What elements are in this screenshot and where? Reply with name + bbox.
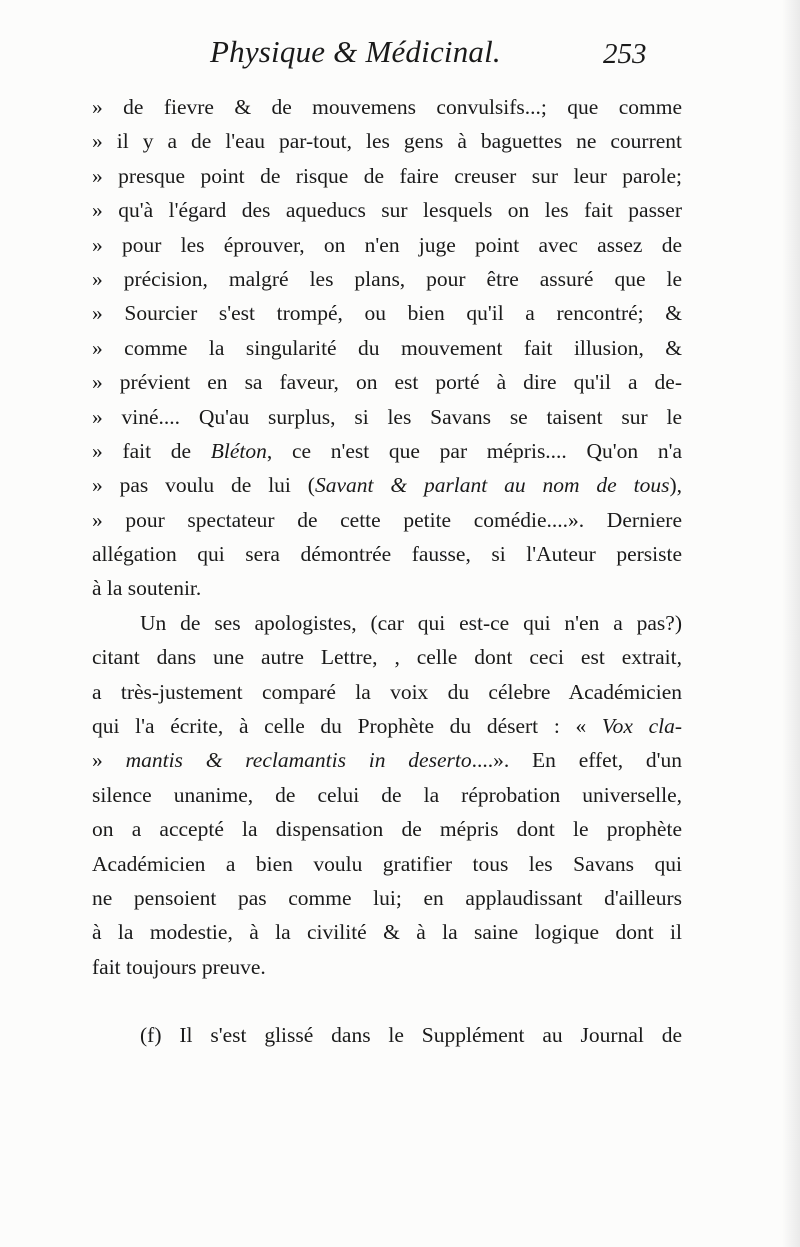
- text-line: » pour spectateur de cette petite comédie....». Derniere: [92, 507, 682, 532]
- page-edge-shadow: [782, 0, 800, 1247]
- text-line: a très-justement comparé la voix du célebre Académicien: [92, 679, 682, 704]
- paragraph-start-line: Un de ses apologistes, (car qui est-ce qui n'en a pas?): [140, 610, 682, 635]
- text-line: » précision, malgré les plans, pour être assuré que le: [92, 266, 682, 291]
- text-line: à la soutenir.: [92, 576, 202, 601]
- text-line: allégation qui sera démontrée fausse, si l'Auteur persiste: [92, 542, 682, 567]
- text-line-with-italic: » pas voulu de lui (Savant & parlant au nom de tous),: [92, 473, 682, 498]
- text-line: » Sourcier s'est trompé, ou bien qu'il a rencontré; &: [92, 301, 682, 326]
- text-line: » il y a de l'eau par-tout, les gens à baguettes ne courrent: [92, 129, 682, 154]
- italic-phrase: mantis & reclamantis in deserto: [125, 748, 472, 773]
- text-line-with-italic: » fait de Bléton, ce n'est que par mépris.... Qu'on n'a: [92, 438, 682, 463]
- text-line: citant dans une autre Lettre, , celle dont ceci est extrait,: [92, 645, 682, 670]
- main-text: [92, 90, 682, 1053]
- text-line: ne pensoient pas comme lui; en applaudissant d'ailleurs: [92, 885, 682, 910]
- section-gap: [92, 984, 682, 1018]
- page-header: [0, 34, 800, 78]
- page-number: 253: [603, 38, 647, 70]
- text-line: fait toujours preuve.: [92, 954, 266, 979]
- text-line: » pour les éprouver, on n'en juge point avec assez de: [92, 232, 682, 257]
- text-line: on a accepté la dispensation de mépris dont le prophète: [92, 817, 682, 842]
- text-line-with-italic: qui l'a écrite, à celle du Prophète du désert : « Vox cla-: [92, 714, 682, 739]
- text-line: à la modestie, à la civilité & à la saine logique dont il: [92, 920, 682, 945]
- text-line: » prévient en sa faveur, on est porté à dire qu'il a de-: [92, 370, 682, 395]
- text-line: » presque point de risque de faire creuser sur leur parole;: [92, 163, 682, 188]
- text-line: silence unanime, de celui de la réprobation universelle,: [92, 782, 682, 807]
- text-line-with-italic: » mantis & reclamantis in deserto....». En effet, d'un: [92, 748, 682, 773]
- text-line: » comme la singularité du mouvement fait illusion, &: [92, 335, 682, 360]
- footnote: (f) Il s'est glissé dans le Supplément au Journal de: [140, 1023, 682, 1048]
- running-title: Physique & Médicinal.: [210, 34, 501, 69]
- italic-phrase: Savant & parlant au nom de tous: [314, 473, 670, 498]
- text-line: Académicien a bien voulu gratifier tous les Savans qui: [92, 851, 682, 876]
- text-line: » de fievre & de mouvemens convulsifs...; que comme: [92, 95, 682, 119]
- italic-phrase: Bléton: [210, 438, 267, 463]
- text-line: » viné.... Qu'au surplus, si les Savans se taisent sur le: [92, 404, 682, 429]
- text-line: » qu'à l'égard des aqueducs sur lesquels on les fait passer: [92, 198, 682, 223]
- italic-phrase: Vox cla-: [601, 714, 682, 739]
